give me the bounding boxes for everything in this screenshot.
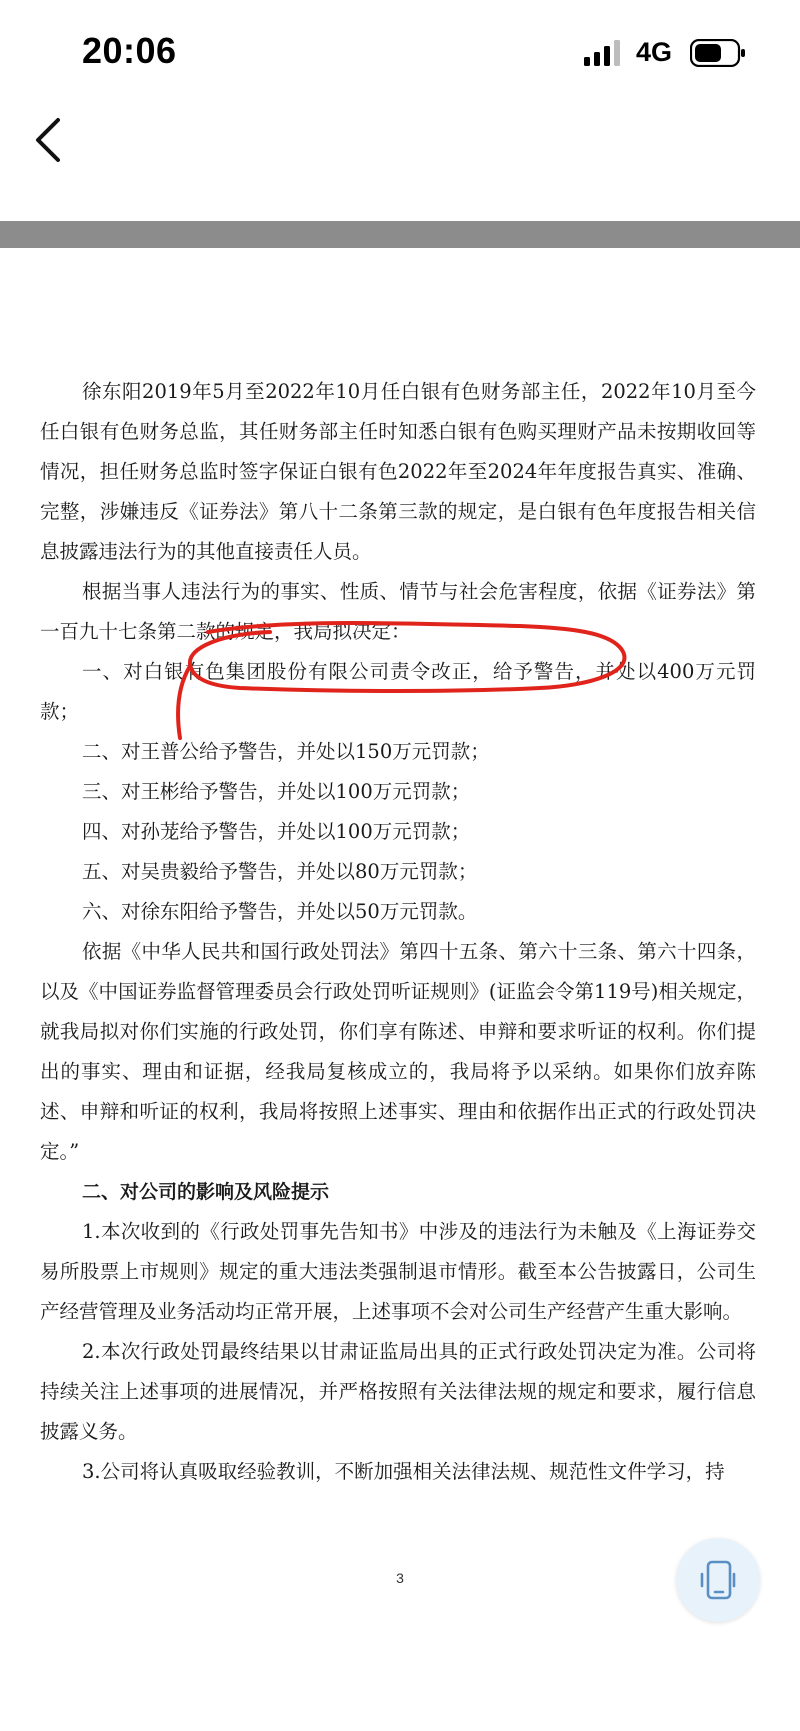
document-page <box>40 372 756 1492</box>
status-time: 20:06 <box>82 30 177 71</box>
paragraph-xu-dongyang: 徐东阳2019年5月至2022年10月任白银有色财务部主任，2022年10月至今任白银有色财务总监，其任财务部主任时知悉白银有色购买理财产品未按期收回等情况，担任财务总监时签字保证白银有色2022年至2024年年度报告真实、准确、完整，涉嫌违反《证券法》第八十二条第三款的规定，是白银有色年度报告相关信息披露违法行为的其他直接责任人员。 <box>40 380 756 563</box>
section-heading-impact: 二、对公司的影响及风险提示 <box>82 1181 330 1203</box>
penalty-item-5: 五、对吴贵毅给予警告，并处以80万元罚款； <box>82 860 478 883</box>
status-bar <box>0 0 800 100</box>
penalty-item-1: 一、对白银有色集团股份有限公司责令改正，给予警告，并处以400万元罚款； <box>40 660 756 723</box>
battery-icon <box>690 39 746 67</box>
phone-rotate-icon <box>696 1556 740 1604</box>
network-type: 4G <box>636 37 673 67</box>
penalty-item-6: 六、对徐东阳给予警告，并处以50万元罚款。 <box>82 900 478 923</box>
chevron-left-icon <box>28 112 72 168</box>
penalty-item-3: 三、对王彬给予警告，并处以100万元罚款； <box>82 780 471 803</box>
paragraph-risk-3: 3.公司将认真吸取经验教训，不断加强相关法律法规、规范性文件学习，持 <box>82 1460 725 1483</box>
cellular-signal-icon <box>584 40 624 66</box>
paragraph-decision-basis: 根据当事人违法行为的事实、性质、情节与社会危害程度，依据《证券法》第一百九十七条第二款的规定，我局拟决定： <box>40 580 756 643</box>
paragraph-risk-2: 2.本次行政处罚最终结果以甘肃证监局出具的正式行政处罚决定为准。公司将持续关注上述事项的进展情况，并严格按照有关法律法规的规定和要求，履行信息披露义务。 <box>40 1340 756 1443</box>
penalty-item-4: 四、对孙茏给予警告，并处以100万元罚款； <box>82 820 471 843</box>
rotate-screen-button[interactable] <box>676 1538 760 1622</box>
document-top-divider <box>0 221 800 248</box>
penalty-item-2: 二、对王普公给予警告，并处以150万元罚款； <box>82 740 490 763</box>
paragraph-risk-1: 1.本次收到的《行政处罚事先告知书》中涉及的违法行为未触及《上海证券交易所股票上市规则》规定的重大违法类强制退市情形。截至本公告披露日，公司生产经营管理及业务活动均正常开展，上述事项不会对公司生产经营产生重大影响。 <box>40 1220 756 1323</box>
page-number: 3 <box>396 1570 404 1586</box>
back-button[interactable] <box>28 112 72 168</box>
paragraph-hearing-rights: 依据《中华人民共和国行政处罚法》第四十五条、第六十三条、第六十四条，以及《中国证券监督管理委员会行政处罚听证规则》(证监会令第119号)相关规定，就我局拟对你们实施的行政处罚，你们享有陈述、申辩和要求听证的权利。你们提出的事实、理由和证据，经我局复核成立的，我局将予以采纳。如果你们放弃陈述、申辩和听证的权利，我局将按照上述事实、理由和依据作出正式的行政处罚决定。” <box>40 940 756 1163</box>
